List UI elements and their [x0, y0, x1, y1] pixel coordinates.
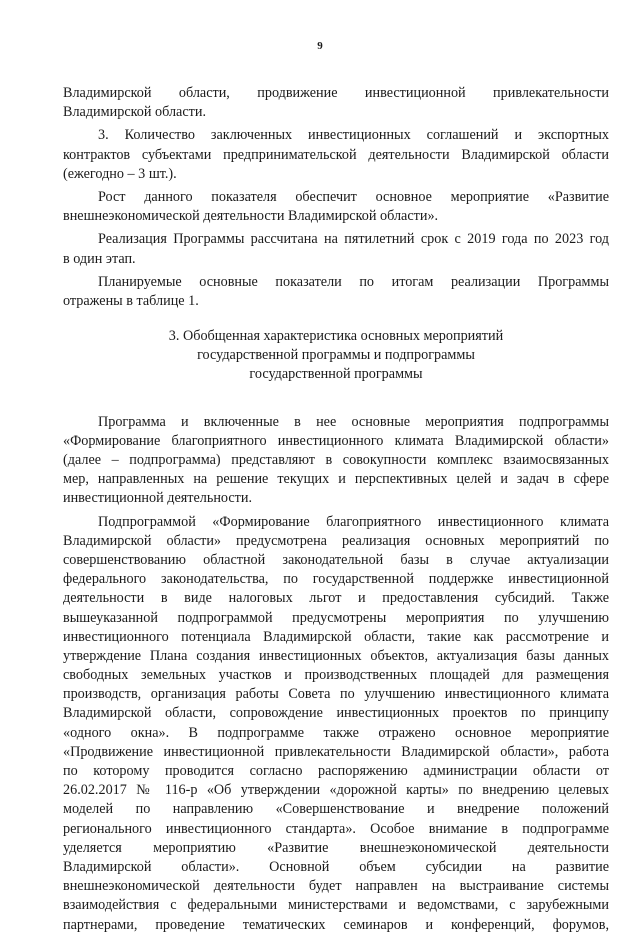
paragraph — [63, 126, 609, 184]
paragraph-line: деятельности в виде налоговых льгот и предоставления субсидий. Также — [63, 590, 609, 607]
paragraph-line: федерального законодательства, по государственной поддержке инвестиционной — [63, 571, 609, 588]
paragraph-line: внешнеэкономической деятельности Владимирской области». — [63, 208, 439, 225]
paragraph-line: регионального инвестиционного стандарта». Особое внимание в подпрограмме — [63, 820, 609, 837]
paragraph-line: совершенствованию областной законодательной базы в случае актуализации — [63, 551, 609, 568]
paragraph — [63, 230, 609, 268]
paragraph-line: вышеуказанной подпрограммой предусмотрены мероприятия по улучшению — [63, 609, 609, 626]
paragraph — [63, 273, 609, 311]
paragraph-line: Реализация Программы рассчитана на пятилетний срок с 2019 года по 2023 год — [98, 231, 609, 248]
paragraph-line: мер, направленных на решение текущих и перспективных целей и задач в сфере — [63, 471, 609, 488]
paragraph-line: «Формирование благоприятного инвестиционного климата Владимирской области» — [63, 432, 609, 449]
paragraph-line: Владимирской области, продвижение инвестиционной привлекательности — [63, 85, 609, 101]
paragraph — [63, 84, 609, 122]
page-number: 9 — [317, 40, 323, 52]
heading-line: государственной программы — [249, 366, 423, 383]
paragraph-line: в один этап. — [63, 250, 136, 267]
paragraph-line: инвестиционной деятельности. — [63, 490, 253, 507]
paragraph-line: (ежегодно – 3 шт.). — [63, 165, 177, 182]
paragraph-line: Владимирской области» предусмотрена реализация основных мероприятий по — [63, 532, 609, 549]
paragraph-line: свободных земельных участков и производственных площадей для размещения — [63, 667, 609, 684]
paragraph-line: Владимирской области. — [63, 104, 206, 121]
paragraph — [63, 413, 609, 509]
paragraph-line: контрактов субъектами предпринимательской деятельности Владимирской области — [63, 146, 609, 163]
paragraph — [63, 188, 609, 226]
paragraph-line: «Продвижение инвестиционной привлекательности Владимирской области», работа — [63, 743, 609, 760]
paragraph-line: Подпрограммой «Формирование благоприятного инвестиционного климата — [98, 513, 609, 530]
paragraph-line: Программа и включенные в нее основные мероприятия подпрограммы — [98, 413, 609, 430]
heading-line: государственной программы и подпрограммы — [197, 347, 475, 364]
paragraph-line: 26.02.2017 № 116-р «Об утверждении «дорожной карты» по внедрению целевых — [63, 782, 609, 799]
paragraph-line: «одного окна». В подпрограмме также отражено основное мероприятие — [63, 724, 609, 741]
paragraph-line: производств, организация работы Совета по улучшению инвестиционного климата — [63, 686, 609, 703]
section-heading — [63, 327, 609, 385]
paragraph-line: моделей по направлению «Совершенствование и внедрение положений — [63, 801, 609, 818]
paragraph-line: отражены в таблице 1. — [63, 292, 199, 309]
paragraph-line: инвестиционного потенциала Владимирской области, такие как рассмотрение и — [63, 628, 609, 645]
paragraph-line: Владимирской области, сопровождение инвестиционных проектов по принципу — [63, 705, 609, 722]
paragraph-line: Владимирской области». Основной объем субсидии на развитие — [63, 858, 609, 875]
paragraph-line: взаимодействия с федеральными министерствами и ведомствами, с зарубежными — [63, 897, 609, 914]
paragraph — [63, 513, 609, 935]
paragraph-line: утверждение Плана создания инвестиционных объектов, актуализация базы данных — [63, 647, 609, 664]
document-body — [63, 84, 609, 939]
heading-line: 3. Обобщенная характеристика основных мероприятий — [168, 328, 504, 345]
paragraph-line: по которому проводится согласно распоряжению администрации области от — [63, 763, 609, 780]
paragraph-line: 3. Количество заключенных инвестиционных соглашений и экспортных — [98, 127, 609, 144]
top-paragraphs — [63, 84, 609, 311]
paragraph-line: внешнеэкономической деятельности будет направлен на выстраивание системы — [63, 878, 609, 895]
paragraph-line: Рост данного показателя обеспечит основное мероприятие «Развитие — [98, 188, 609, 205]
paragraph-line: уделяется мероприятию «Развитие внешнеэкономической деятельности — [63, 839, 609, 856]
paragraph-line: партнерами, проведение тематических семинаров и конференций, форумов, — [63, 916, 609, 933]
bottom-paragraphs — [63, 413, 609, 935]
paragraph-line: Планируемые основные показатели по итогам реализации Программы — [98, 273, 609, 290]
paragraph-line: (далее – подпрограмма) представляют в совокупности комплекс взаимосвязанных — [63, 452, 609, 469]
